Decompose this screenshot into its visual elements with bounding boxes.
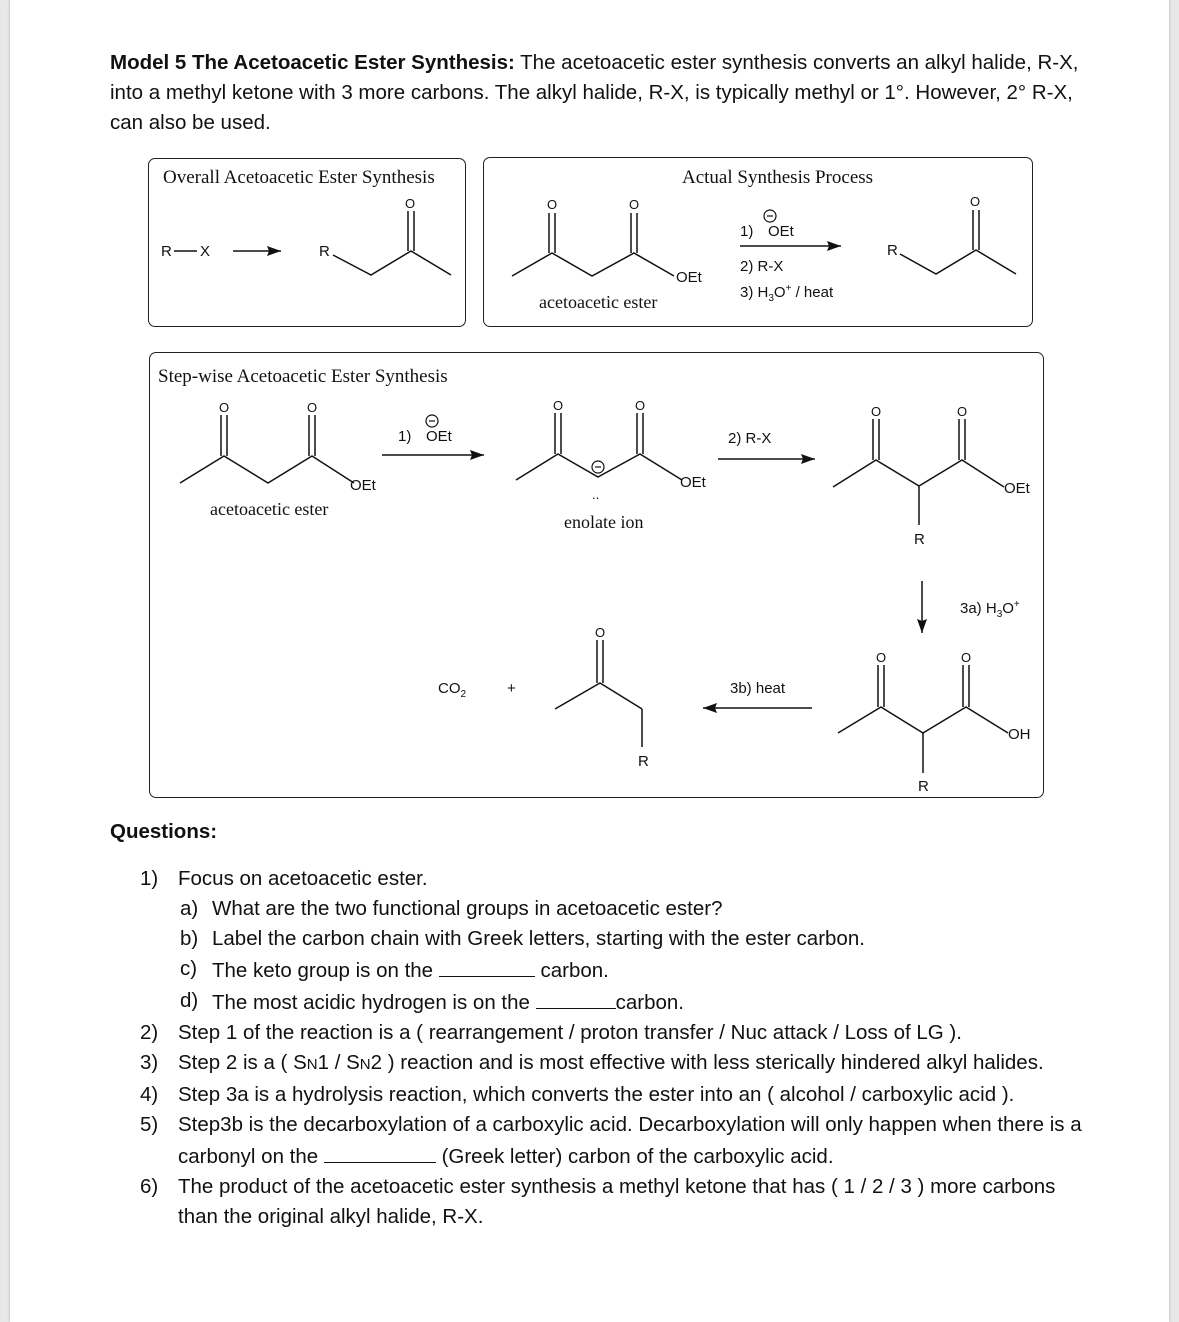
rx-x-label: X — [200, 243, 211, 260]
q5-pre: Step3b is the decarboxylation of a carboxylic acid. Decarboxylation will only happen when there is a carbonyl on the — [178, 1113, 1082, 1168]
intro-paragraph — [110, 48, 1090, 138]
q1b-text: Label the carbon chain with Greek letters, starting with the ester carbon. — [212, 927, 865, 950]
actual-synthesis-panel — [483, 157, 1033, 327]
ester-keto-oxygen: O — [547, 197, 558, 212]
q4-text: Step 3a is a hydrolysis reaction, which converts the ester into an ( alcohol / carboxylic acid ). — [178, 1083, 1015, 1106]
final-ketone-chain — [555, 683, 642, 709]
q1c-post: carbon. — [534, 959, 609, 982]
overall-synthesis-panel — [148, 158, 466, 327]
enolate-lone-pair: .. — [592, 487, 600, 502]
q1d-blank[interactable] — [536, 986, 616, 1009]
questions-list — [140, 864, 1100, 1232]
actual-step1-num: 1) — [740, 223, 754, 240]
q4-number: 4) — [140, 1083, 159, 1106]
question-1d — [140, 986, 1100, 1018]
q1a-number: a) — [180, 897, 199, 920]
overall-panel-title: Overall Acetoacetic Ester Synthesis — [163, 167, 435, 188]
sw-step2: 2) R-X — [728, 430, 772, 447]
sw-co2: $CO_2$ — [438, 680, 467, 700]
sw-step1-reagent: OEt — [426, 428, 452, 445]
q1b-number: b) — [180, 927, 199, 950]
keto-acid-r: R — [918, 778, 929, 795]
enolate-oet: OEt — [680, 474, 706, 491]
sw-step1-arrow — [470, 450, 484, 460]
question-2 — [140, 1018, 1100, 1048]
stepwise-ester-chain — [180, 456, 354, 483]
keto-acid-o2: O — [961, 650, 972, 665]
sw-plus-sign: + — [507, 680, 516, 697]
sw-step3a-arrow — [917, 619, 927, 633]
stepwise-panel-title: Step-wise Acetoacetic Ester Synthesis — [158, 366, 448, 387]
question-1b — [140, 924, 1100, 954]
question-5 — [140, 1110, 1100, 1172]
actual-product-chain — [900, 250, 1016, 274]
overall-arrow — [267, 246, 281, 256]
question-3 — [140, 1048, 1100, 1080]
question-4 — [140, 1080, 1100, 1110]
overall-scheme — [149, 159, 465, 326]
keto-acid-oh: OH — [1008, 726, 1031, 743]
question-1c — [140, 954, 1100, 986]
sw-ester-o1: O — [219, 400, 230, 415]
q6-number: 6) — [140, 1175, 159, 1198]
product-r-label: R — [319, 243, 330, 260]
acetoacetic-ester-chain — [512, 253, 674, 276]
final-ketone-o: O — [595, 625, 606, 640]
keto-acid-chain — [838, 707, 1008, 733]
q3-number: 3) — [140, 1051, 159, 1074]
sw-step1-num: 1) — [398, 428, 412, 445]
keto-acid-o1: O — [876, 650, 887, 665]
sw-ester-o2: O — [307, 400, 318, 415]
sw-step2-arrow — [801, 454, 815, 464]
q5-number: 5) — [140, 1113, 159, 1136]
q3-pre: Step 2 is a ( S — [178, 1051, 307, 1074]
q3-sn1-n: N — [306, 1056, 318, 1073]
actual-arrow — [827, 241, 841, 251]
document-page — [10, 0, 1169, 1322]
q1-number: 1) — [140, 867, 159, 890]
q1d-post: carbon. — [615, 991, 685, 1014]
q5-blank[interactable] — [324, 1140, 436, 1163]
alk-ester-r: R — [914, 531, 925, 548]
alkylated-ester-chain — [833, 460, 1004, 487]
alk-ester-o2: O — [957, 404, 968, 419]
actual-scheme — [484, 158, 1032, 326]
stepwise-synthesis-panel — [149, 352, 1044, 798]
enolate-label: enolate ion — [564, 512, 644, 532]
sw-step3b-arrow — [703, 703, 717, 713]
intro-body: The acetoacetic ester synthesis converts an alkyl halide, R-X, into a methyl ketone with 3 more carbons. The alkyl halide, R-X, is typically methyl or 1°. However, 2° R-X, can also be used. — [110, 51, 1079, 134]
q3-post: 2 ) reaction and is most effective with less sterically hindered alkyl halides. — [370, 1051, 1044, 1074]
methyl-ketone-chain — [333, 251, 451, 275]
ketone-oxygen-label: O — [405, 196, 416, 211]
sw-step3a: 3a) $H_3O^+$ — [960, 599, 1020, 620]
actual-step2: 2) R-X — [740, 258, 784, 275]
q1d-number: d) — [180, 989, 199, 1012]
stepwise-scheme — [150, 353, 1043, 797]
q1c-pre: The keto group is on the — [212, 959, 439, 982]
q2-number: 2) — [140, 1021, 159, 1044]
actual-panel-title: Actual Synthesis Process — [682, 167, 874, 188]
actual-product-oxygen: O — [970, 194, 981, 209]
enolate-o1: O — [553, 398, 564, 413]
q3-sn1-rest: 1 / S — [317, 1051, 360, 1074]
question-1 — [140, 864, 1100, 894]
ester-carbonyl-oxygen: O — [629, 197, 640, 212]
sw-reactant-label: acetoacetic ester — [210, 499, 329, 519]
q1d-pre: The most acidic hydrogen is on the — [212, 991, 536, 1014]
actual-product-r: R — [887, 242, 898, 259]
q5-post: (Greek letter) carbon of the carboxylic acid. — [435, 1145, 834, 1168]
intro-title: Model 5 The Acetoacetic Ester Synthesis: — [110, 51, 515, 74]
question-1a — [140, 894, 1100, 924]
ester-oet-label: OEt — [676, 269, 702, 286]
alk-ester-o1: O — [871, 404, 882, 419]
q6-text: The product of the acetoacetic ester synthesis a methyl ketone that has ( 1 / 2 / 3 ) more carbons than the original alkyl halide, R-X. — [178, 1175, 1056, 1228]
alk-ester-oet: OEt — [1004, 480, 1030, 497]
final-ketone-r: R — [638, 753, 649, 770]
actual-step3: 3) $H_3O^+$ / heat — [740, 283, 834, 304]
question-6 — [140, 1172, 1100, 1232]
actual-reactant-label: acetoacetic ester — [539, 292, 658, 312]
sw-ester-oet: OEt — [350, 477, 376, 494]
rx-r-label: R — [161, 243, 172, 260]
q1c-number: c) — [180, 957, 198, 980]
q1-text: Focus on acetoacetic ester. — [178, 867, 428, 890]
actual-step1-reagent: OEt — [768, 223, 794, 240]
q1c-blank[interactable] — [439, 954, 535, 977]
q2-text: Step 1 of the reaction is a ( rearrangement / proton transfer / Nuc attack / Loss of LG ). — [178, 1021, 962, 1044]
questions-heading: Questions: — [110, 820, 218, 843]
q1a-text: What are the two functional groups in acetoacetic ester? — [212, 897, 723, 920]
enolate-o2: O — [635, 398, 646, 413]
sw-step3b: 3b) heat — [730, 680, 786, 697]
q3-sn2-n: N — [359, 1056, 371, 1073]
